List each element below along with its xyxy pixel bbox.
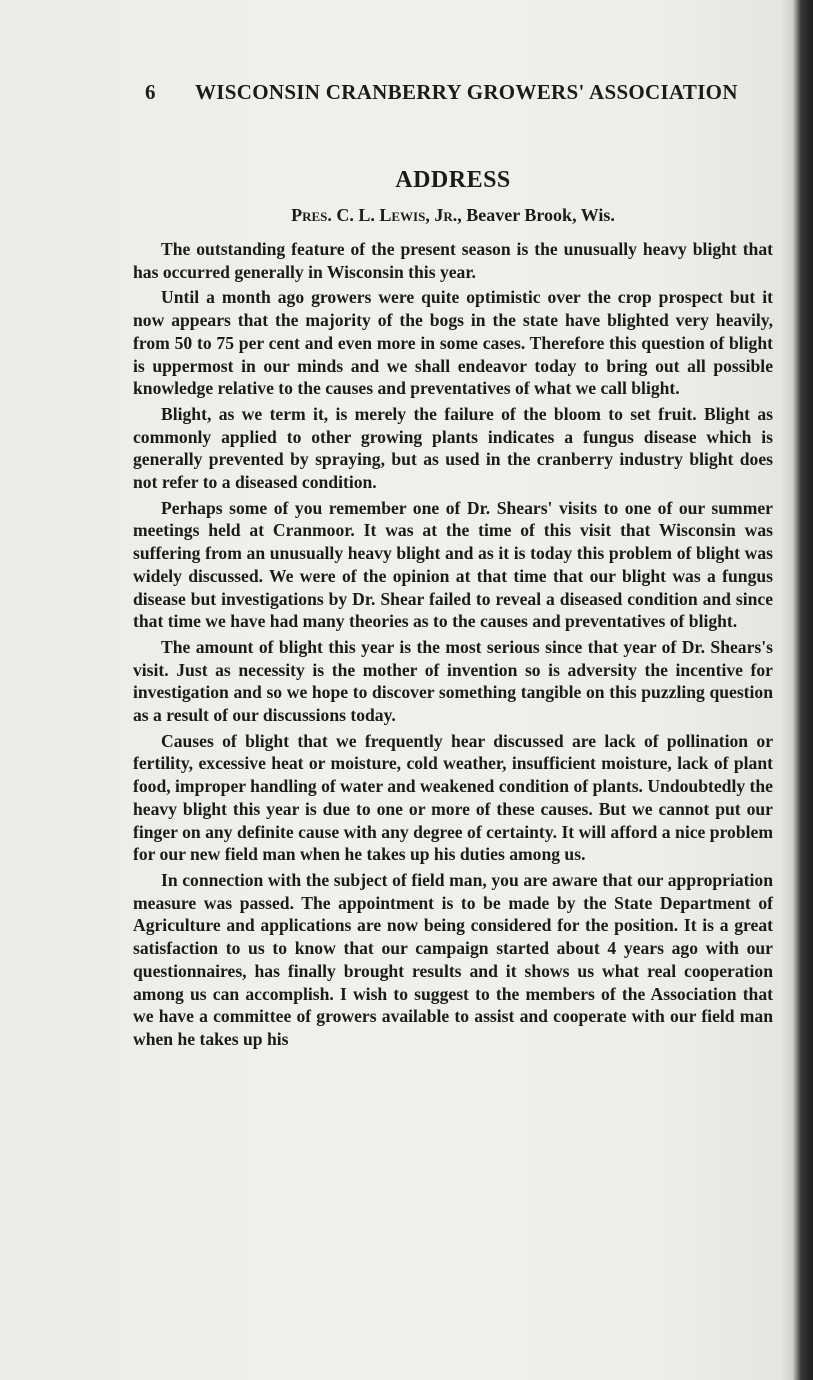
article-title: ADDRESS xyxy=(395,167,511,193)
author-name: Pres. C. L. Lewis, Jr., xyxy=(291,205,462,225)
running-title: WISCONSIN CRANBERRY GROWERS' ASSOCIATION xyxy=(195,80,738,104)
paragraph: The outstanding feature of the present season is the unusually heavy blight that has occurred generally in Wisconsin this year. xyxy=(133,239,773,282)
paragraph: Blight, as we term it, is merely the failure of the bloom to set fruit. Blight as commonly applied to other growing plants indicates a fungus disease which is generally prevented by spraying, but as used in the cranberry industry blight does not refer to a diseased condition. xyxy=(133,403,773,493)
paragraph: Perhaps some of you remember one of Dr. Shears' visits to one of our summer meetings held at Cranmoor. It was at the time of this visit that Wisconsin was suffering from an unusually heavy blight and as it is today this problem of blight was widely discussed. We were of the opinion at that time that our blight was a fungus disease but investigations by Dr. Shear failed to reveal a diseased condition and since that time we have had many theories as to the causes and preventatives of blight. xyxy=(133,497,773,632)
byline xyxy=(133,205,773,226)
paragraph: The amount of blight this year is the most serious since that year of Dr. Shears's visit. Just as necessity is the mother of invention so is adversity the incentive for investigation and so we hope to discover something tangible on this puzzling question as a result of our discussions today. xyxy=(133,636,773,726)
page-content xyxy=(133,80,773,1054)
paragraph: Until a month ago growers were quite optimistic over the crop prospect but it now appears that the majority of the bogs in the state have blighted very heavily, from 50 to 75 per cent and even more in some cases. Therefore this question of blight is uppermost in our minds and we shall endeavor today to bring out all possible knowledge relative to the causes and preventatives of what we call blight. xyxy=(133,287,773,399)
paragraph: Causes of blight that we frequently hear discussed are lack of pollination or fertility, excessive heat or moisture, cold weather, insufficient moisture, lack of plant food, improper handling of water and weakened condition of plants. Undoubtedly the heavy blight this year is due to one or more of these causes. But we cannot put our finger on any definite cause with any degree of certainty. It will afford a nice problem for our new field man when he takes up his duties among us. xyxy=(133,730,773,865)
page-number: 6 xyxy=(145,80,156,104)
author-location: Beaver Brook, Wis. xyxy=(466,205,615,225)
article-body xyxy=(133,238,773,1051)
paragraph: In connection with the subject of field man, you are aware that our appropriation measure was passed. The appointment is to be made by the State Department of Agriculture and applications are now being considered for the position. It is a great satisfaction to us to know that our campaign started about 4 years ago with our questionnaires, has finally brought results and it shows us what real cooperation among us can accomplish. I wish to suggest to the members of the Association that we have a committee of growers available to assist and cooperate with our field man when he takes up his xyxy=(133,869,773,1049)
running-head xyxy=(145,80,773,105)
